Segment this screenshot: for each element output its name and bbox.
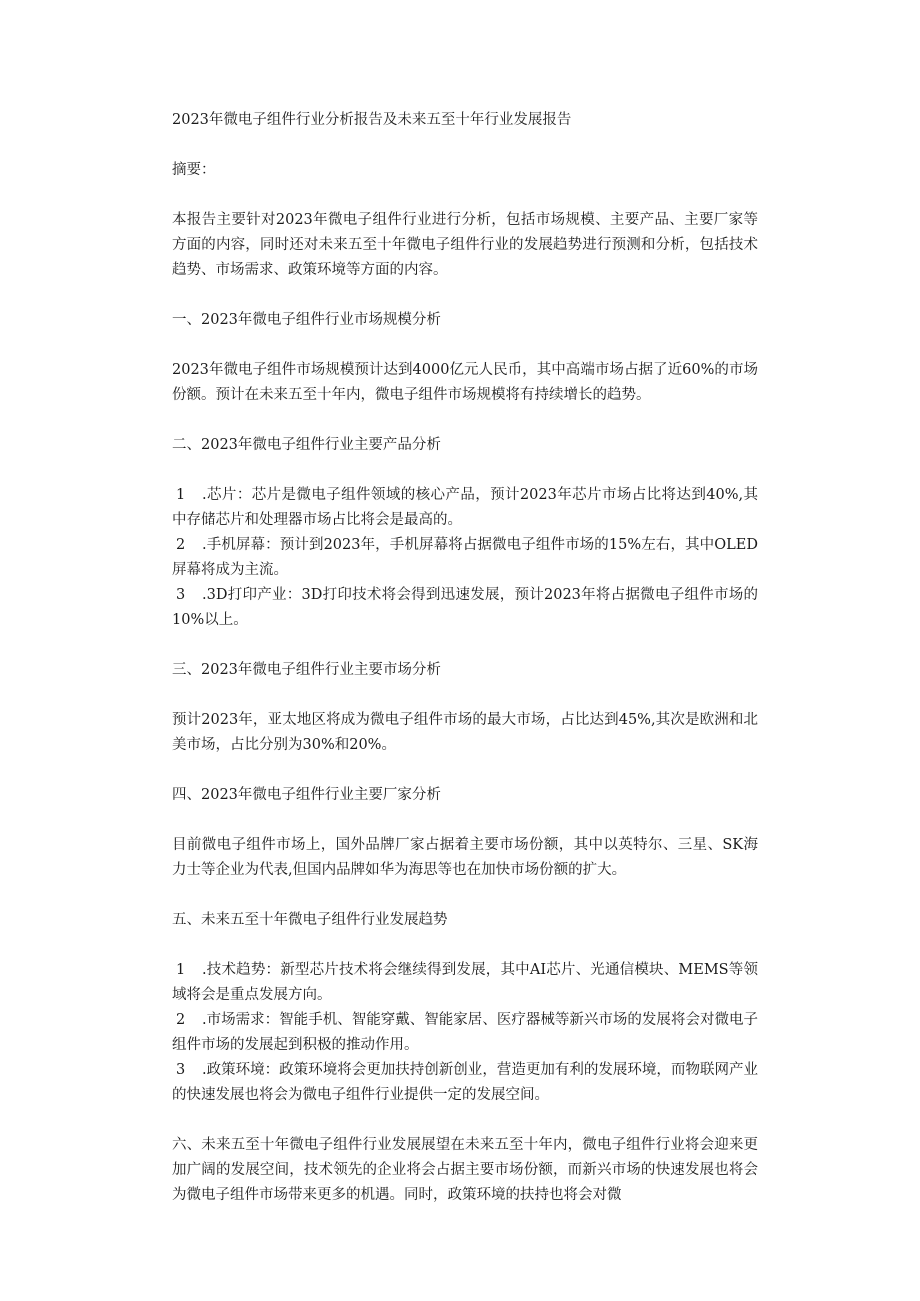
section-3-paragraph: 预计2023年，亚太地区将成为微电子组件市场的最大市场，占比达到45%,其次是欧洲和北美市场，占比分别为30%和20%。	[172, 712, 758, 753]
list-item	[172, 958, 758, 1008]
list-item-text: .手机屏幕：预计到2023年，手机屏幕将占据微电子组件市场的15%左右，其中OLED屏幕将成为主流。	[172, 537, 758, 578]
list-item-number: 3	[176, 1062, 186, 1078]
section-4-paragraph: 目前微电子组件市场上，国外品牌厂家占据着主要市场份额，其中以英特尔、三星、SK海力士等企业为代表,但国内品牌如华为海思等也在加快市场份额的扩大。	[172, 837, 758, 878]
list-item-text: .3D打印产业：3D打印技术将会得到迅速发展，预计2023年将占据微电子组件市场的10%以上。	[172, 587, 758, 628]
list-item-number: 1	[176, 962, 186, 978]
section-2-heading: 二、2023年微电子组件行业主要产品分析	[172, 437, 441, 453]
list-item-number: 1	[176, 487, 186, 503]
section-3-heading: 三、2023年微电子组件行业主要市场分析	[172, 662, 441, 678]
section-5-heading: 五、未来五至十年微电子组件行业发展趋势	[172, 912, 448, 928]
section-6-paragraph: 六、未来五至十年微电子组件行业发展展望在未来五至十年内，微电子组件行业将会迎来更加广阔的发展空间，技术领先的企业将会占据主要市场份额，而新兴市场的快速发展也将会为微电子组件市场带来更多的机遇。同时，政策环境的扶持也将会对微	[172, 1137, 758, 1203]
list-item-number: 2	[176, 537, 186, 553]
document-page	[172, 108, 758, 1233]
section-2-list	[172, 483, 758, 633]
list-item-number: 3	[176, 587, 186, 603]
list-item	[172, 533, 758, 583]
list-item-text: .政策环境：政策环境将会更加扶持创新创业，营造更加有利的发展环境，而物联网产业的快速发展也将会为微电子组件行业提供一定的发展空间。	[172, 1062, 758, 1103]
list-item-text: .芯片：芯片是微电子组件领域的核心产品，预计2023年芯片市场占比将达到40%,其中存储芯片和处理器市场占比将会是最高的。	[172, 487, 758, 528]
abstract-paragraph: 本报告主要针对2023年微电子组件行业进行分析，包括市场规模、主要产品、主要厂家等方面的内容，同时还对未来五至十年微电子组件行业的发展趋势进行预测和分析，包括技术趋势、市场需求、政策环境等方面的内容。	[172, 212, 758, 278]
list-item	[172, 483, 758, 533]
abstract-label: 摘要：	[172, 162, 216, 178]
list-item-text: .市场需求：智能手机、智能穿戴、智能家居、医疗器械等新兴市场的发展将会对微电子组件市场的发展起到积极的推动作用。	[172, 1012, 758, 1053]
document-title: 2023年微电子组件行业分析报告及未来五至十年行业发展报告	[172, 112, 572, 128]
section-1-paragraph: 2023年微电子组件市场规模预计达到4000亿元人民币，其中高端市场占据了近60%的市场份额。预计在未来五至十年内，微电子组件市场规模将有持续增长的趋势。	[172, 362, 758, 403]
section-4-heading: 四、2023年微电子组件行业主要厂家分析	[172, 787, 441, 803]
list-item-number: 2	[176, 1012, 186, 1028]
list-item	[172, 1058, 758, 1108]
section-1-heading: 一、2023年微电子组件行业市场规模分析	[172, 312, 441, 328]
section-5-list	[172, 958, 758, 1108]
list-item-text: .技术趋势：新型芯片技术将会继续得到发展，其中AI芯片、光通信模块、MEMS等领域将会是重点发展方向。	[172, 962, 758, 1003]
list-item	[172, 1008, 758, 1058]
list-item	[172, 583, 758, 633]
